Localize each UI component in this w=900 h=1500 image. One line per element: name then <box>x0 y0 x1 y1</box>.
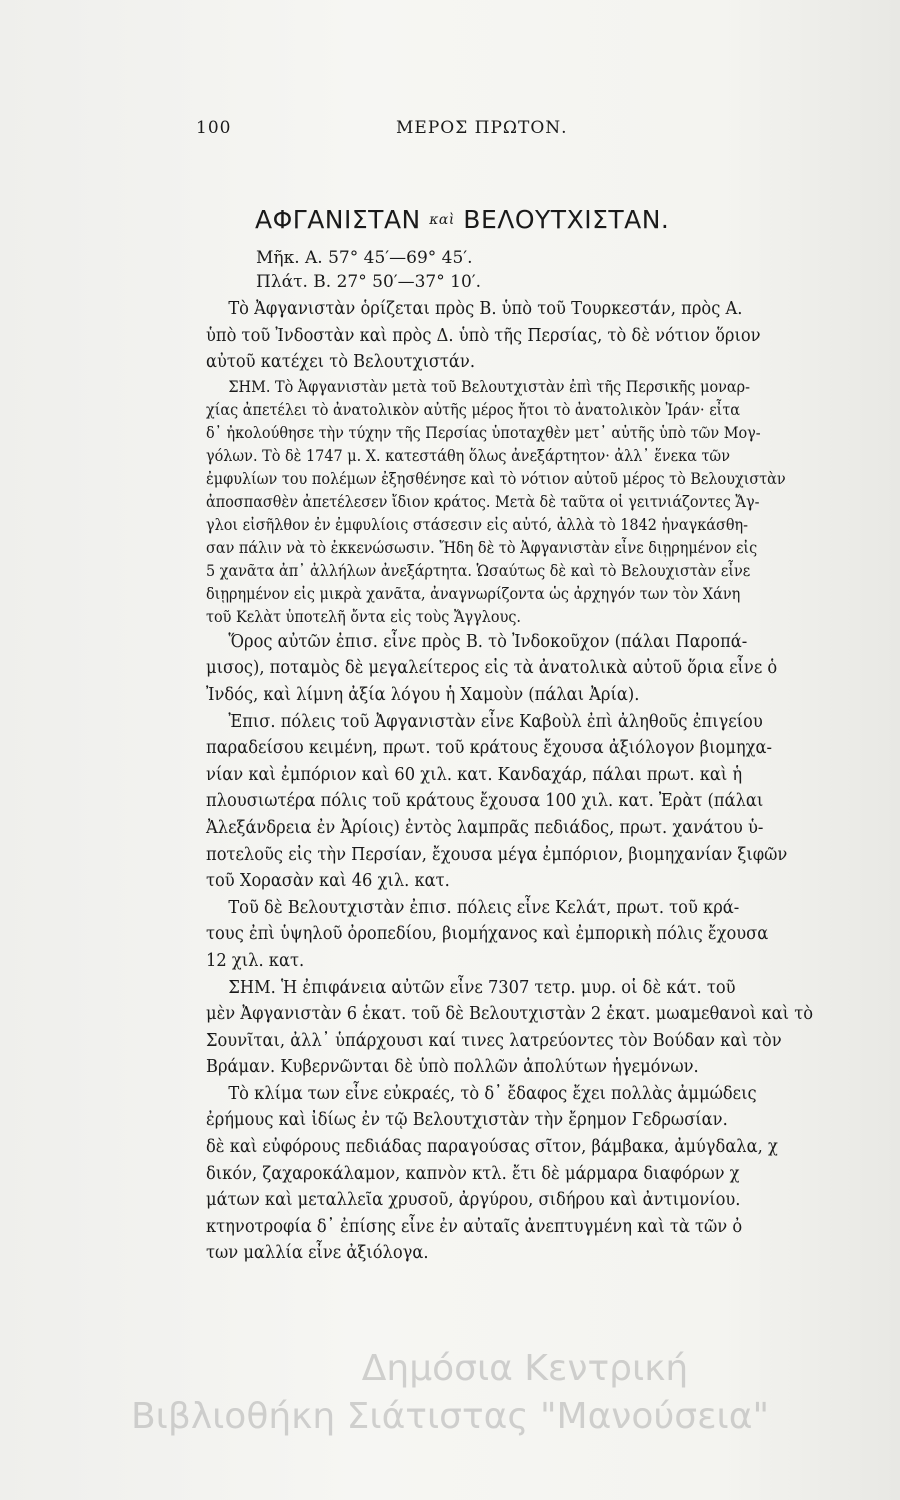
text-line: πλουσιωτέρα πόλις τοῦ κράτους ἔχουσα 100 χιλ. κατ. Ἐρὰτ (πάλαι <box>206 791 764 812</box>
title-conj: καὶ <box>429 212 455 228</box>
watermark-line-1: Δημόσια Κεντρική <box>361 1348 689 1389</box>
text-line: 5 χανᾶτα ἀπ᾽ ἀλλήλων ἀνεξάρτητα. Ὡσαύτως δὲ καὶ τὸ Βελουχιστὰν εἶνε <box>206 561 751 580</box>
body-text <box>206 296 820 1267</box>
text-line: τοῦ Χορασὰν καὶ 46 χιλ. κατ. <box>206 871 450 892</box>
running-title: ΜΕΡΟΣ ΠΡΩΤΟΝ. <box>396 118 568 138</box>
text-line: μάτων καὶ μεταλλεῖα χρυσοῦ, ἀργύρου, σιδήρου καὶ ἀντιμονίου. <box>206 1190 741 1211</box>
text-line: μὲν Ἀφγανιστὰν 6 ἑκατ. τοῦ δὲ Βελουτχιστὰν 2 ἑκατ. μωαμεθανοὶ καὶ τὸ <box>206 1004 814 1025</box>
text-line: δικόν, ζαχαροκάλαμον, καπνὸν κτλ. ἔτι δὲ μάρμαρα διαφόρων χ <box>206 1163 740 1184</box>
text-line: αὐτοῦ κατέχει τὸ Βελουτχιστάν. <box>206 352 476 373</box>
text-line: γλοι εἰσῆλθον ἐν ἐμφυλίοις στάσεσιν εἰς αὐτό, ἀλλὰ τὸ 1842 ἠναγκάσθη- <box>206 515 749 534</box>
text-line: διῃρημένον εἰς μικρὰ χανᾶτα, ἀναγνωρίζοντα ὡς ἀρχηγόν των τὸν Χάνη <box>206 584 741 603</box>
text-line: Σουνῖται, ἀλλ᾽ ὑπάρχουσι καί τινες λατρεύοντες τὸν Βούδαν καὶ τὸν <box>206 1030 782 1051</box>
text-line: ποτελοῦς εἰς τὴν Περσίαν, ἔχουσα μέγα ἐμπόριον, βιομηχανίαν ξιφῶν <box>206 844 788 865</box>
text-line: Ἀλεξάνδρεια ἐν Ἀρίοις) ἐντὸς λαμπρᾶς πεδιάδος, πρωτ. χανάτου ὑ- <box>206 817 764 838</box>
text-line: Ἐπισ. πόλεις τοῦ Ἀφγανιστὰν εἶνε Καβοὺλ ἐπὶ ἀληθοῦς ἐπιγείου <box>228 711 763 732</box>
text-line: ΣΗΜ. Ἡ ἐπιφάνεια αὐτῶν εἶνε 7307 τετρ. μυρ. οἱ δὲ κάτ. τοῦ <box>228 977 736 998</box>
text-line: Βράμαν. Κυβερνῶνται δὲ ὑπὸ πολλῶν ἀπολύτων ἡγεμόνων. <box>206 1057 699 1078</box>
text-line: κτηνοτροφία δ᾽ ἐπίσης εἶνε ἐν αὐταῖς ἀνεπτυγμένη καὶ τὰ τῶν ὀ <box>206 1216 743 1237</box>
text-line: μισος), ποταμὸς δὲ μεγαλείτερος εἰς τὰ ἀνατολικὰ αὐτοῦ ὅρια εἶνε ὁ <box>206 658 778 679</box>
text-line: ΣΗΜ. Τὸ Ἀφγανιστὰν μετὰ τοῦ Βελουτχιστὰν ἐπὶ τῆς Περσικῆς μοναρ- <box>228 377 750 396</box>
text-line: ἐρήμους καὶ ἰδίως ἐν τῷ Βελουτχιστὰν τὴν ἔρημον Γεδρωσίαν. <box>206 1110 728 1131</box>
text-line: παραδείσου κειμένη, πρωτ. τοῦ κράτους ἔχουσα ἀξιόλογον βιομηχα- <box>206 738 772 759</box>
text-line: Ὅρος αὐτῶν ἐπισ. εἶνε πρὸς Β. τὸ Ἰνδοκοῦχον (πάλαι Παροπά- <box>228 631 748 652</box>
text-line: των μαλλία εἶνε ἀξιόλογα. <box>206 1243 429 1264</box>
title-left: ΑΦΓΑΝΙΣΤΑΝ <box>255 205 421 234</box>
section-title <box>255 205 669 234</box>
page-number: 100 <box>196 118 232 138</box>
text-line: γόλων. Τὸ δὲ 1747 μ. Χ. κατεστάθη ὅλως ἀνεξάρτητον· ἀλλ᾽ ἕνεκα τῶν <box>206 446 730 465</box>
longitude-line: Μῆκ. Α. 57° 45′—69° 45′. <box>256 248 473 268</box>
title-right: ΒΕΛΟΥΤΧΙΣΤΑΝ. <box>463 205 670 234</box>
text-line: ἀποσπασθὲν ἀπετέλεσεν ἴδιον κράτος. Μετὰ δὲ ταῦτα οἱ γειτνιάζοντες Ἄγ- <box>206 492 760 511</box>
text-line: δὲ καὶ εὐφόρους πεδιάδας παραγούσας σῖτον, βάμβακα, ἀμύγδαλα, χ <box>206 1137 778 1158</box>
watermark-line-2: Βιβλιοθήκη Σιάτιστας "Μανούσεια" <box>130 1396 770 1437</box>
text-line: χίας ἀπετέλει τὸ ἀνατολικὸν αὐτῆς μέρος ἤτοι τὸ ἀνατολικὸν Ἰράν· εἶτα <box>206 400 741 419</box>
coordinates <box>256 246 481 294</box>
text-line: ἐμφυλίων του πολέμων ἐξησθένησε καὶ τὸ νότιον αὐτοῦ μέρος τὸ Βελουχιστὰν <box>206 469 786 488</box>
text-line: τους ἐπὶ ὑψηλοῦ ὀροπεδίου, βιομήχανος καὶ ἐμπορικὴ πόλις ἔχουσα <box>206 924 769 945</box>
text-line: Ἰνδός, καὶ λίμνη ἀξία λόγου ἡ Χαμοὺν (πάλαι Ἀρία). <box>206 684 640 705</box>
text-line: Τὸ κλίμα των εἶνε εὐκραές, τὸ δ᾽ ἔδαφος ἔχει πολλὰς ἀμμώδεις <box>228 1083 757 1104</box>
text-line: Τοῦ δὲ Βελουτχιστὰν ἐπισ. πόλεις εἶνε Κελάτ, πρωτ. τοῦ κρά- <box>228 897 740 918</box>
text-line: σαν πάλιν νὰ τὸ ἐκκενώσωσιν. Ἤδη δὲ τὸ Ἀφγανιστὰν εἶνε διῃρημένον εἰς <box>206 538 758 557</box>
text-line: νίαν καὶ ἐμπόριον καὶ 60 χιλ. κατ. Κανδαχάρ, πάλαι πρωτ. καὶ ἡ <box>206 764 743 785</box>
text-line: Τὸ Ἀφγανιστὰν ὁρίζεται πρὸς Β. ὑπὸ τοῦ Τουρκεστάν, πρὸς Α. <box>228 299 743 319</box>
text-line: τοῦ Κελὰτ ὑποτελῆ ὄντα εἰς τοὺς Ἄγγλους. <box>206 607 522 626</box>
latitude-line: Πλάτ. Β. 27° 50′—37° 10′. <box>256 272 482 292</box>
text-line: ὑπὸ τοῦ Ἰνδοστὰν καὶ πρὸς Δ. ὑπὸ τῆς Περσίας, τὸ δὲ νότιον ὅριον <box>206 325 761 346</box>
library-watermark <box>0 1345 900 1441</box>
text-line: 12 χιλ. κατ. <box>206 950 305 971</box>
text-line: δ᾽ ἠκολούθησε τὴν τύχην τῆς Περσίας ὑποταχθὲν μετ᾽ αὐτῆς ὑπὸ τῶν Μογ- <box>206 423 761 442</box>
